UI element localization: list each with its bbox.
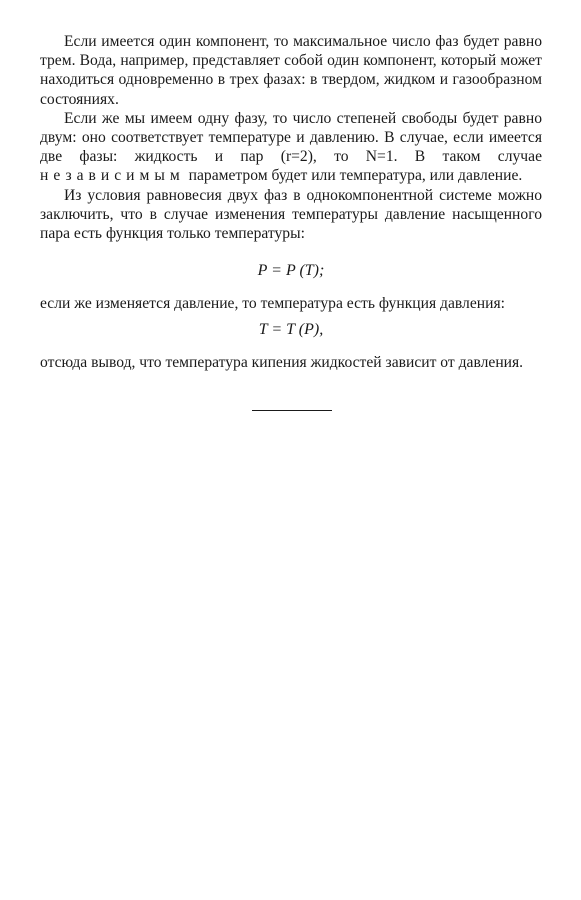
formula-temperature: T = T (P),	[258, 320, 324, 338]
section-divider	[252, 410, 332, 411]
paragraph-pressure-change: если же изменяется давление, то температура есть функция давления:	[40, 295, 505, 313]
emphasized-word: независимым	[40, 167, 185, 185]
paragraph-equilibrium: Из условия равновесия двух фаз в однокомпонентной системе можно заключить, что в случае изменения температуры давление насыщенного пара есть функция только температуры:	[40, 186, 542, 243]
text-body	[40, 32, 542, 372]
formula-pressure: P = P (T);	[257, 262, 325, 280]
paragraph-components: Если имеется один компонент, то максимальное число фаз будет равно трем. Вода, например, представляет собой один компонент, который может находиться одновременно в трех фазах: в твердом, жидком и газообразном состояниях.	[40, 33, 542, 108]
paragraph-one-phase-text-a: Если же мы имеем одну фазу, то число степеней свободы будет равно двум: оно соответствует температуре и давлению. В случае, если имеется две фазы: жидкость и пар (r=2), то N=1. В таком случае	[40, 109, 542, 166]
paragraph-one-phase-text-c: параметром будет или температура, или давление.	[184, 167, 523, 185]
paragraph-conclusion: отсюда вывод, что температура кипения жидкостей зависит от давления.	[40, 353, 524, 371]
paragraph-one-phase	[40, 109, 542, 186]
